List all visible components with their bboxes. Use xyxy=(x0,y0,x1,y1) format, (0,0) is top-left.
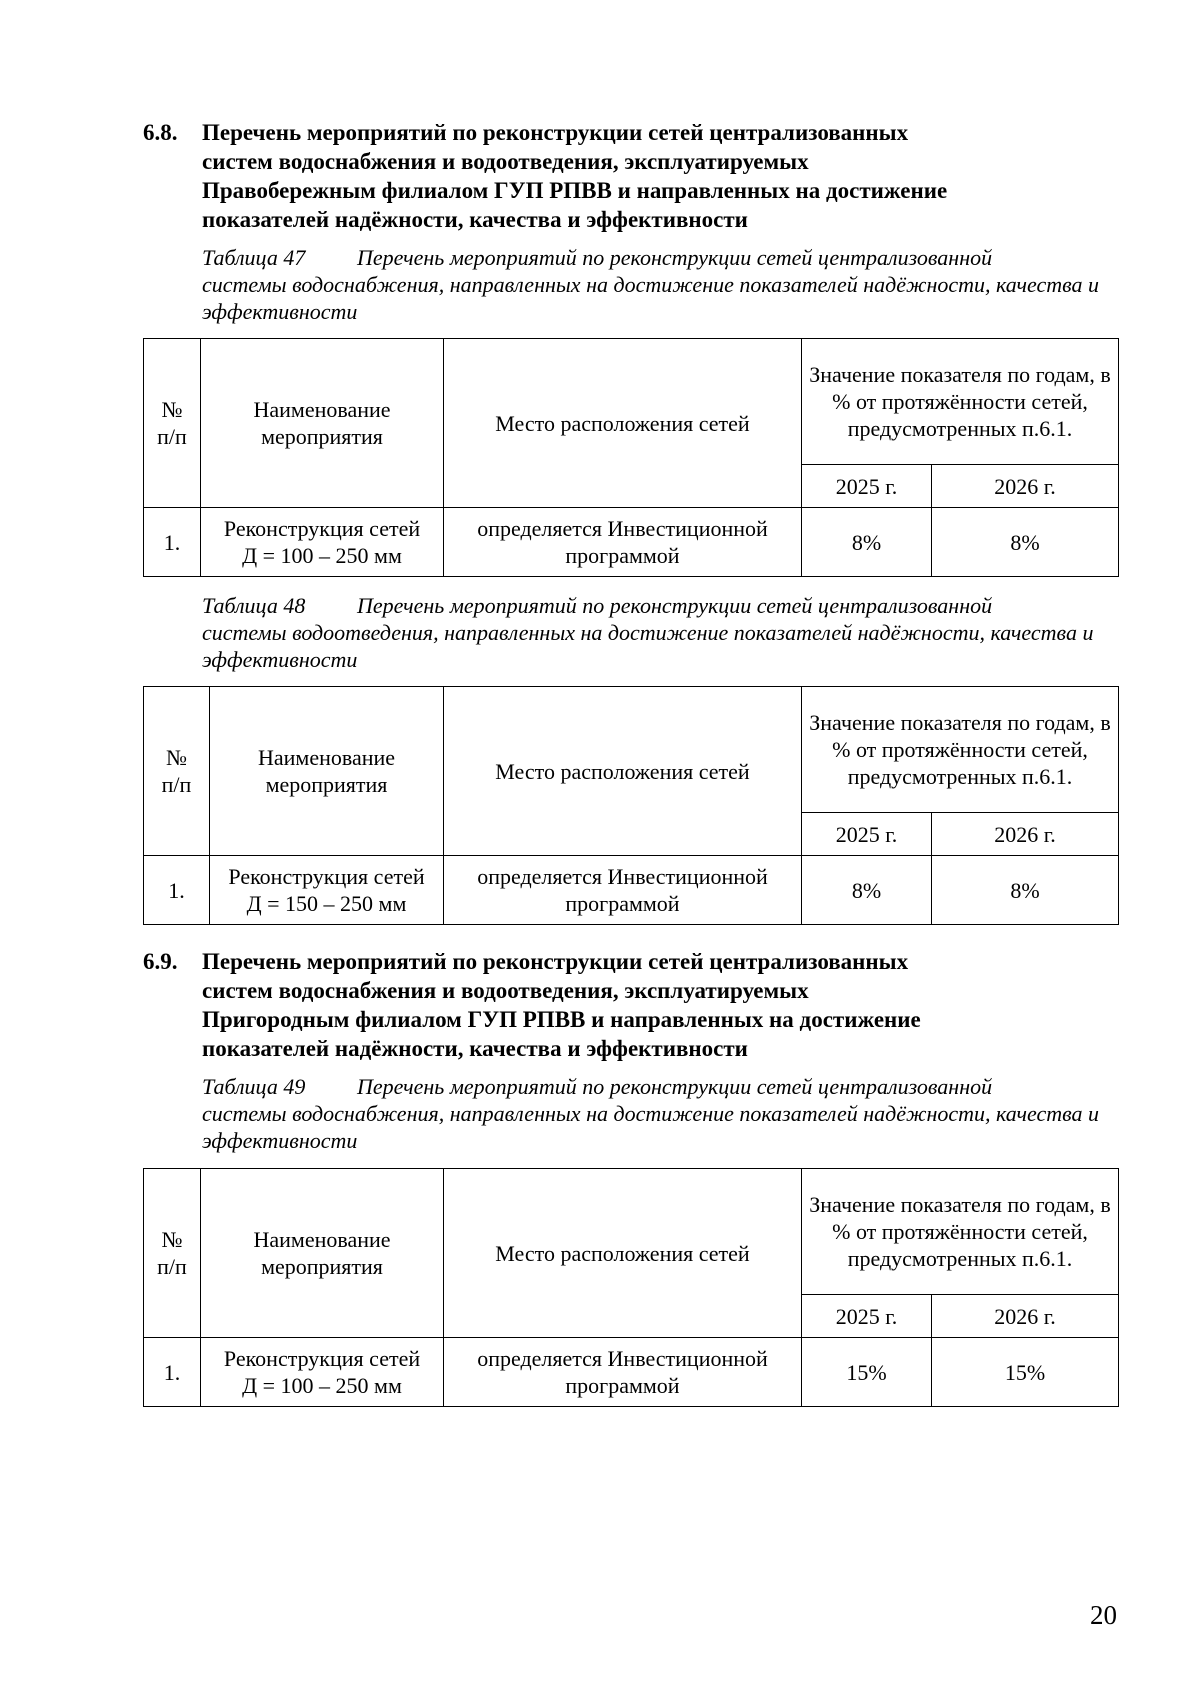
header-number-label: п/п xyxy=(161,772,192,797)
section-title-line: показателей надёжности, качества и эффективности xyxy=(202,207,748,232)
page-number: 20 xyxy=(1090,1600,1117,1630)
section-heading-6-8 xyxy=(143,118,1083,234)
table-caption-label: Таблица 47 xyxy=(202,245,306,270)
header-value: Значение показателя по годам, в % от протяжённости сетей, предусмотренных п.6.1. xyxy=(802,339,1119,465)
row-diameter: Д = 150 – 250 мм xyxy=(246,891,407,916)
section-number: 6.9. xyxy=(143,949,178,974)
section-title-line: систем водоснабжения и водоотведения, эксплуатируемых xyxy=(202,149,809,174)
header-number-symbol: № xyxy=(166,745,187,770)
row-place: определяется Инвестиционной программой xyxy=(444,856,802,925)
header-number-symbol: № xyxy=(161,1227,183,1252)
header-number xyxy=(144,339,201,508)
row-name xyxy=(210,856,444,925)
table-47 xyxy=(143,338,1119,577)
row-place: определяется Инвестиционной программой xyxy=(444,1338,802,1407)
section-heading-6-9 xyxy=(143,947,1083,1063)
header-year-2025: 2025 г. xyxy=(802,1295,932,1338)
row-index: 1. xyxy=(144,1338,201,1407)
table-caption-47 xyxy=(202,244,1102,325)
header-name: Наименование мероприятия xyxy=(201,1169,444,1338)
table-caption-text: Перечень мероприятий по реконструкции сетей централизованной xyxy=(357,245,993,270)
header-value: Значение показателя по годам, в % от протяжённости сетей, предусмотренных п.6.1. xyxy=(802,1169,1119,1295)
header-year-2026: 2026 г. xyxy=(932,813,1119,856)
section-title-line: систем водоснабжения и водоотведения, эксплуатируемых xyxy=(202,978,809,1003)
row-name xyxy=(201,508,444,577)
row-name xyxy=(201,1338,444,1407)
header-place: Место расположения сетей xyxy=(444,687,802,856)
section-title-line: показателей надёжности, качества и эффективности xyxy=(202,1036,748,1061)
table-caption-text: Перечень мероприятий по реконструкции сетей централизованной xyxy=(357,593,993,618)
header-year-2026: 2026 г. xyxy=(932,465,1119,508)
row-index: 1. xyxy=(144,508,201,577)
header-number xyxy=(144,687,210,856)
row-diameter: Д = 100 – 250 мм xyxy=(242,1373,402,1398)
header-year-2026: 2026 г. xyxy=(932,1295,1119,1338)
header-year-2025: 2025 г. xyxy=(802,813,932,856)
header-place: Место расположения сетей xyxy=(444,1169,802,1338)
table-caption-49 xyxy=(202,1073,1102,1154)
header-name: Наименование мероприятия xyxy=(210,687,444,856)
row-diameter: Д = 100 – 250 мм xyxy=(242,543,402,568)
table-row xyxy=(144,508,1119,577)
row-value-2025: 8% xyxy=(802,856,932,925)
table-row xyxy=(144,1338,1119,1407)
table-caption-text: Перечень мероприятий по реконструкции сетей централизованной xyxy=(357,1074,993,1099)
section-title-line: Правобережным филиалом ГУП РПВВ и направленных на достижение xyxy=(202,178,948,203)
header-value: Значение показателя по годам, в % от протяжённости сетей, предусмотренных п.6.1. xyxy=(802,687,1119,813)
row-value-2026: 15% xyxy=(932,1338,1119,1407)
header-number-label: п/п xyxy=(157,424,187,449)
row-index: 1. xyxy=(144,856,210,925)
section-title-line: Перечень мероприятий по реконструкции сетей централизованных xyxy=(202,120,909,145)
row-name-line: Реконструкция сетей xyxy=(228,864,425,889)
table-caption-label: Таблица 49 xyxy=(202,1074,306,1099)
row-value-2025: 8% xyxy=(802,508,932,577)
table-caption-rest: системы водоснабжения, направленных на достижение показателей надёжности, качества и эффективности xyxy=(202,1101,1100,1153)
header-number xyxy=(144,1169,201,1338)
header-place: Место расположения сетей xyxy=(444,339,802,508)
table-caption-rest: системы водоснабжения, направленных на достижение показателей надёжности, качества и эффективности xyxy=(202,272,1100,324)
header-name: Наименование мероприятия xyxy=(201,339,444,508)
row-name-line: Реконструкция сетей xyxy=(223,1346,421,1371)
row-value-2025: 15% xyxy=(802,1338,932,1407)
header-number-symbol: № xyxy=(161,397,183,422)
row-value-2026: 8% xyxy=(932,508,1119,577)
table-caption-label: Таблица 48 xyxy=(202,593,306,618)
table-48 xyxy=(143,686,1119,925)
header-year-2025: 2025 г. xyxy=(802,465,932,508)
table-49 xyxy=(143,1168,1119,1407)
section-title-line: Перечень мероприятий по реконструкции сетей централизованных xyxy=(202,949,909,974)
section-title-line: Пригородным филиалом ГУП РПВВ и направленных на достижение xyxy=(202,1007,921,1032)
header-number-label: п/п xyxy=(157,1254,187,1279)
section-number: 6.8. xyxy=(143,120,178,145)
row-name-line: Реконструкция сетей xyxy=(223,516,421,541)
table-row xyxy=(144,856,1119,925)
row-place: определяется Инвестиционной программой xyxy=(444,508,802,577)
table-caption-rest: системы водоотведения, направленных на достижение показателей надёжности, качества и эффективности xyxy=(202,620,1094,672)
row-value-2026: 8% xyxy=(932,856,1119,925)
table-caption-48 xyxy=(202,592,1102,673)
